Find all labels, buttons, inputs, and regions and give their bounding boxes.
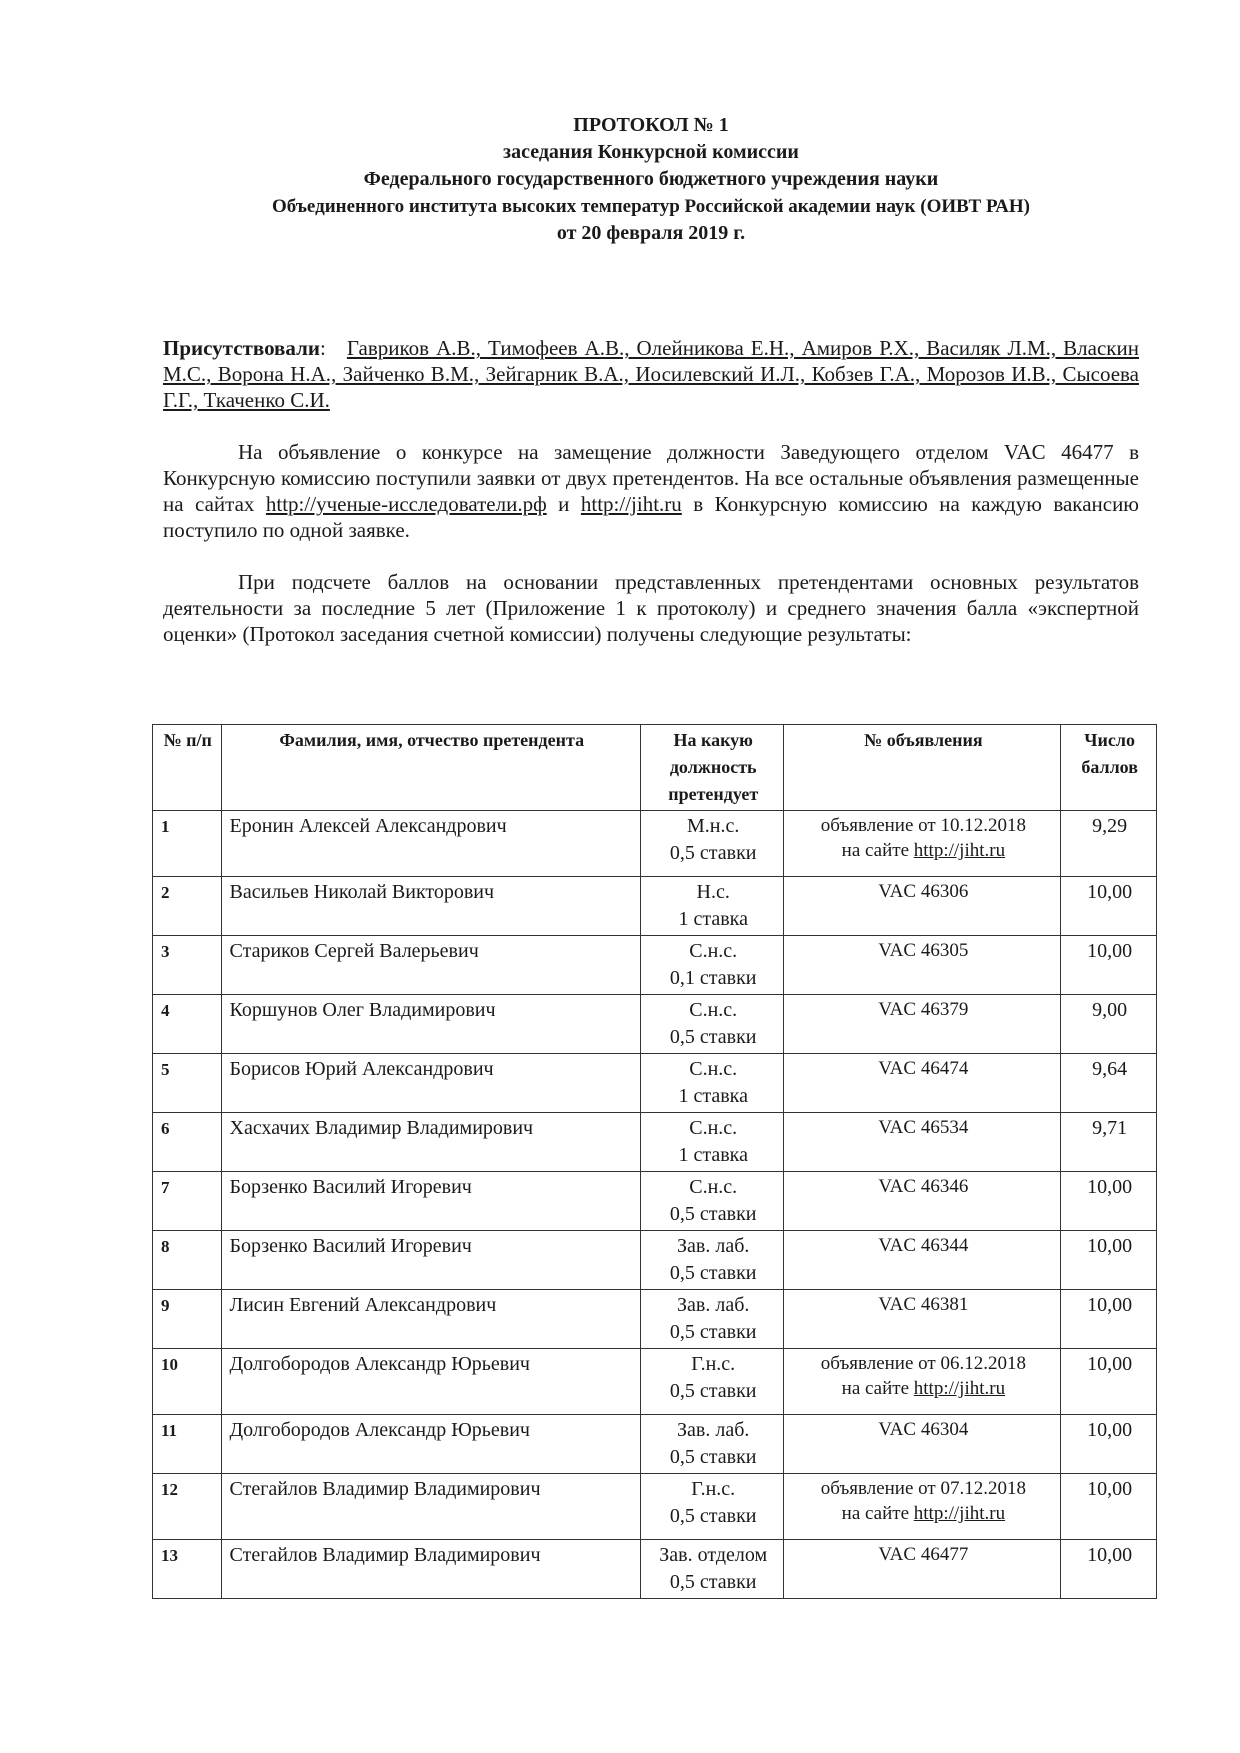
announcement-id: VAC 46305: [878, 940, 969, 961]
position-cell: [640, 995, 783, 1054]
row-number: 9: [153, 1290, 222, 1349]
score-value: 10,00: [1061, 1415, 1157, 1474]
announcement-cell: [784, 1290, 1061, 1349]
candidate-name: Борзенко Василий Игоревич: [221, 1172, 640, 1231]
attendees-names: Гавриков А.В., Тимофеев А.В., Олейникова Е.Н., Амиров Р.Х., Василяк Л.М., Власкин М.С., Ворона Н.А., Зайченко В.М., Зейгарник В.А., Иосилевский И.Л., Кобзев Г.А., Морозов И.В., Сысоева Г.Г., Ткаченко С.И.: [163, 336, 1139, 412]
row-number: 7: [153, 1172, 222, 1231]
announcement-id: VAC 46344: [878, 1235, 969, 1256]
position-title: Г.н.с.: [691, 1478, 736, 1500]
candidate-name: Васильев Николай Викторович: [221, 877, 640, 936]
score-value: 10,00: [1061, 1231, 1157, 1290]
announcement-id: VAC 46474: [878, 1058, 969, 1079]
position-rate: 0,5 ставки: [669, 1026, 757, 1048]
score-value: 10,00: [1061, 1172, 1157, 1231]
score-value: 10,00: [1061, 1474, 1157, 1540]
position-title: Зав. лаб.: [677, 1419, 750, 1441]
position-rate: 1 ставка: [678, 908, 748, 930]
table-row: [153, 1113, 1157, 1172]
announcement-cell: [784, 1540, 1061, 1599]
position-cell: [640, 936, 783, 995]
position-rate: 0,5 ставки: [669, 1321, 757, 1343]
document-header: [163, 112, 1139, 247]
candidate-name: Борисов Юрий Александрович: [221, 1054, 640, 1113]
announcement-cell: [784, 811, 1061, 877]
position-cell: [640, 1113, 783, 1172]
announcement-cell: [784, 1415, 1061, 1474]
score-value: 10,00: [1061, 1540, 1157, 1599]
position-cell: [640, 1231, 783, 1290]
announcement-cell: [784, 1113, 1061, 1172]
announcement-id: VAC 46379: [878, 999, 969, 1020]
candidate-name: Стегайлов Владимир Владимирович: [221, 1474, 640, 1540]
score-value: 10,00: [1061, 877, 1157, 936]
position-title: Зав. лаб.: [677, 1294, 750, 1316]
institution-line: Федерального государственного бюджетного учреждения науки: [363, 168, 939, 190]
position-cell: [640, 1349, 783, 1415]
announcement-site-link[interactable]: http://jiht.ru: [913, 1503, 1006, 1524]
institution-name: Объединенного института высоких температур Российской академии наук (ОИВТ РАН): [272, 196, 1030, 217]
row-number: 6: [153, 1113, 222, 1172]
paragraph-text: На объявление о конкурсе на замещение должности Заведующего отделом VAC 46477 в Конкурсную комиссию поступили заявки от двух претендентов. На все остальные объявления размещенные на сайтах: [163, 440, 1139, 516]
table-row: [153, 1474, 1157, 1540]
candidate-name: Хасхачих Владимир Владимирович: [221, 1113, 640, 1172]
announcement-site-link[interactable]: http://jiht.ru: [913, 840, 1006, 861]
row-number: 1: [153, 811, 222, 877]
row-number: 12: [153, 1474, 222, 1540]
position-title: С.н.с.: [689, 940, 738, 962]
table-row: [153, 995, 1157, 1054]
announcement-cell: [784, 1349, 1061, 1415]
results-table: [152, 724, 1157, 1599]
position-title: С.н.с.: [689, 1176, 738, 1198]
position-rate: 1 ставка: [678, 1085, 748, 1107]
attendees-block: [163, 335, 1139, 413]
announcement-id: VAC 46346: [878, 1176, 969, 1197]
announcement-id: VAC 46304: [878, 1419, 969, 1440]
position-rate: 0,5 ставки: [669, 1571, 757, 1593]
protocol-date: от 20 февраля 2019 г.: [556, 222, 746, 244]
position-title: С.н.с.: [689, 1058, 738, 1080]
header-number: № п/п: [153, 725, 222, 811]
position-title: Г.н.с.: [691, 1353, 736, 1375]
position-cell: [640, 1415, 783, 1474]
table-row: [153, 877, 1157, 936]
announcement-id: VAC 46306: [878, 881, 969, 902]
score-value: 9,64: [1061, 1054, 1157, 1113]
site-link-scientists[interactable]: http://ученые-исследователи.рф: [265, 492, 547, 516]
position-cell: [640, 1540, 783, 1599]
position-rate: 0,5 ставки: [669, 1203, 757, 1225]
candidate-name: Долгобородов Александр Юрьевич: [221, 1349, 640, 1415]
row-number: 2: [153, 877, 222, 936]
row-number: 8: [153, 1231, 222, 1290]
announcement-id: объявление от 06.12.2018: [820, 1353, 1026, 1374]
paragraph-text: в Конкурсную комиссию на каждую вакансию поступило по одной заявке.: [163, 492, 1139, 542]
announcement-id: объявление от 07.12.2018: [820, 1478, 1026, 1499]
document-page: [161, 112, 1139, 1593]
header-name: Фамилия, имя, отчество претендента: [221, 725, 640, 811]
position-cell: [640, 1054, 783, 1113]
announcement-id: VAC 46477: [878, 1544, 969, 1565]
table-row: [153, 811, 1157, 877]
score-value: 10,00: [1061, 936, 1157, 995]
position-cell: [640, 811, 783, 877]
protocol-title: ПРОТОКОЛ № 1: [573, 114, 729, 136]
announcement-site-link[interactable]: http://jiht.ru: [913, 1378, 1006, 1399]
announcement-id: объявление от 10.12.2018: [820, 815, 1026, 836]
table-row: [153, 1540, 1157, 1599]
candidate-name: Еронин Алексей Александрович: [221, 811, 640, 877]
candidate-name: Стегайлов Владимир Владимирович: [221, 1540, 640, 1599]
position-rate: 0,5 ставки: [669, 1505, 757, 1527]
position-rate: 0,5 ставки: [669, 1446, 757, 1468]
position-title: Н.с.: [696, 881, 730, 903]
site-link-jiht[interactable]: http://jiht.ru: [580, 492, 682, 516]
announcement-cell: [784, 1231, 1061, 1290]
header-position: На какую должность претендует: [640, 725, 783, 811]
attendees-colon: :: [319, 336, 340, 360]
position-title: Зав. отделом: [659, 1544, 768, 1566]
row-number: 4: [153, 995, 222, 1054]
score-value: 9,00: [1061, 995, 1157, 1054]
paragraph-text: и: [546, 492, 581, 516]
candidate-name: Долгобородов Александр Юрьевич: [221, 1415, 640, 1474]
table-row: [153, 936, 1157, 995]
announcement-site: [792, 1376, 1054, 1401]
header-announcement: № объявления: [784, 725, 1061, 811]
announcement-cell: [784, 877, 1061, 936]
table-header-row: [153, 725, 1157, 811]
announcement-site-prefix: на сайте: [841, 1503, 914, 1524]
position-title: Зав. лаб.: [677, 1235, 750, 1257]
score-value: 10,00: [1061, 1290, 1157, 1349]
paragraph-results-intro: При подсчете баллов на основании представленных претендентами основных результатов деятельности за последние 5 лет (Приложение 1 к протоколу) и среднего значения балла «экспертной оценки» (Протокол заседания счетной комиссии) получены следующие результаты:: [163, 570, 1139, 646]
score-value: 9,71: [1061, 1113, 1157, 1172]
candidate-name: Борзенко Василий Игоревич: [221, 1231, 640, 1290]
row-number: 11: [153, 1415, 222, 1474]
position-cell: [640, 877, 783, 936]
announcement-cell: [784, 1054, 1061, 1113]
paragraph-applications: [163, 439, 1139, 543]
table-row: [153, 1172, 1157, 1231]
position-rate: 0,5 ставки: [669, 1262, 757, 1284]
position-rate: 0,1 ставки: [669, 967, 757, 989]
announcement-site-prefix: на сайте: [841, 840, 914, 861]
announcement-id: VAC 46381: [878, 1294, 969, 1315]
score-value: 10,00: [1061, 1349, 1157, 1415]
candidate-name: Стариков Сергей Валерьевич: [221, 936, 640, 995]
announcement-site: [792, 838, 1054, 863]
position-rate: 0,5 ставки: [669, 1380, 757, 1402]
position-cell: [640, 1474, 783, 1540]
announcement-site-prefix: на сайте: [841, 1378, 914, 1399]
table-row: [153, 1349, 1157, 1415]
table-row: [153, 1290, 1157, 1349]
position-cell: [640, 1290, 783, 1349]
row-number: 13: [153, 1540, 222, 1599]
protocol-subtitle: заседания Конкурсной комиссии: [503, 141, 799, 163]
header-score: Число баллов: [1061, 725, 1157, 811]
table-body: [153, 811, 1157, 1599]
announcement-cell: [784, 995, 1061, 1054]
candidate-name: Коршунов Олег Владимирович: [221, 995, 640, 1054]
row-number: 10: [153, 1349, 222, 1415]
position-title: С.н.с.: [689, 999, 738, 1021]
position-rate: 0,5 ставки: [669, 842, 757, 864]
announcement-cell: [784, 1172, 1061, 1231]
score-value: 9,29: [1061, 811, 1157, 877]
table-row: [153, 1054, 1157, 1113]
table-row: [153, 1231, 1157, 1290]
position-title: С.н.с.: [689, 1117, 738, 1139]
candidate-name: Лисин Евгений Александрович: [221, 1290, 640, 1349]
announcement-site: [792, 1501, 1054, 1526]
announcement-cell: [784, 1474, 1061, 1540]
row-number: 3: [153, 936, 222, 995]
attendees-label: Присутствовали: [163, 336, 320, 360]
announcement-cell: [784, 936, 1061, 995]
position-title: М.н.с.: [687, 815, 740, 837]
table-row: [153, 1415, 1157, 1474]
position-cell: [640, 1172, 783, 1231]
row-number: 5: [153, 1054, 222, 1113]
position-rate: 1 ставка: [678, 1144, 748, 1166]
announcement-id: VAC 46534: [878, 1117, 969, 1138]
